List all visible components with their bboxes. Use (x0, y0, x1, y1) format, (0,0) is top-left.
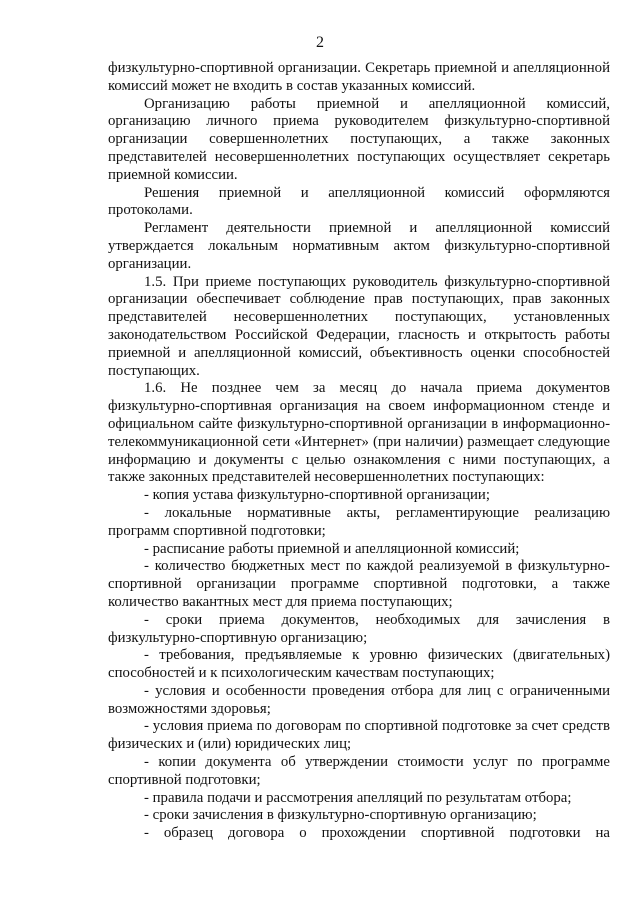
paragraph: 1.5. При приеме поступающих руководитель физкультурно-спортивной организации обеспечивает соблюдение прав поступающих, прав законных представителей несовершеннолетних поступающих, установленных законодательством Российской Федерации, гласность и открытость работы приемной и апелляционной комиссий, объективность оценки способностей поступающих. (108, 273, 610, 379)
list-item: - условия и особенности проведения отбора для лиц с ограниченными возможностями здоровья; (108, 682, 610, 717)
page-number: 2 (316, 34, 324, 51)
list-item: - копия устава физкультурно-спортивной организации; (144, 487, 490, 504)
paragraph: Решения приемной и апелляционной комиссий оформляются протоколами. (108, 184, 610, 219)
list-item: - сроки приема документов, необходимых для зачисления в физкультурно-спортивную организацию; (108, 611, 610, 646)
list-item: - условия приема по договорам по спортивной подготовке за счет средств физических и (или) юридических лиц; (108, 718, 610, 753)
list-item: - сроки зачисления в физкультурно-спортивную организацию; (144, 807, 537, 824)
document-body (108, 60, 610, 843)
list-item: - копии документа об утверждении стоимости услуг по программе спортивной подготовки; (108, 754, 610, 788)
paragraph: Регламент деятельности приемной и апелляционной комиссий утверждается локальным нормативным актом физкультурно-спортивной организации. (108, 220, 610, 272)
list-item: - образец договора о прохождении спортивной подготовки на (144, 825, 610, 842)
list-item: - требования, предъявляемые к уровню физических (двигательных) способностей и к психологическим качествам поступающих; (108, 647, 610, 682)
list-item: - расписание работы приемной и апелляционной комиссий; (144, 540, 520, 557)
paragraph: 1.6. Не позднее чем за месяц до начала приема документов физкультурно-спортивная организация на своем информационном стенде и официальном сайте физкультурно-спортивной организации в информационно-телекоммуникационной сети «Интернет» (при наличии) размещает следующие информацию и документы с целью ознакомления с ними поступающих, а также законных представителей несовершеннолетних поступающих: (108, 380, 610, 486)
paragraph: физкультурно-спортивной организации. Секретарь приемной и апелляционной комиссий может не входить в состав указанных комиссий. (108, 60, 610, 94)
list-item: - количество бюджетных мест по каждой реализуемой в физкультурно-спортивной организации программе спортивной подготовки, а также количество вакантных мест для приема поступающих; (108, 558, 610, 610)
list-item: - правила подачи и рассмотрения апелляций по результатам отбора; (144, 789, 572, 806)
list-item: - локальные нормативные акты, регламентирующие реализацию программ спортивной подготовки; (108, 504, 610, 539)
paragraph: Организацию работы приемной и апелляционной комиссий, организацию личного приема руководителем физкультурно-спортивной организации совершеннолетних поступающих, а также законных представителей несовершеннолетних поступающих осуществляет секретарь приемной комиссии. (108, 95, 610, 183)
